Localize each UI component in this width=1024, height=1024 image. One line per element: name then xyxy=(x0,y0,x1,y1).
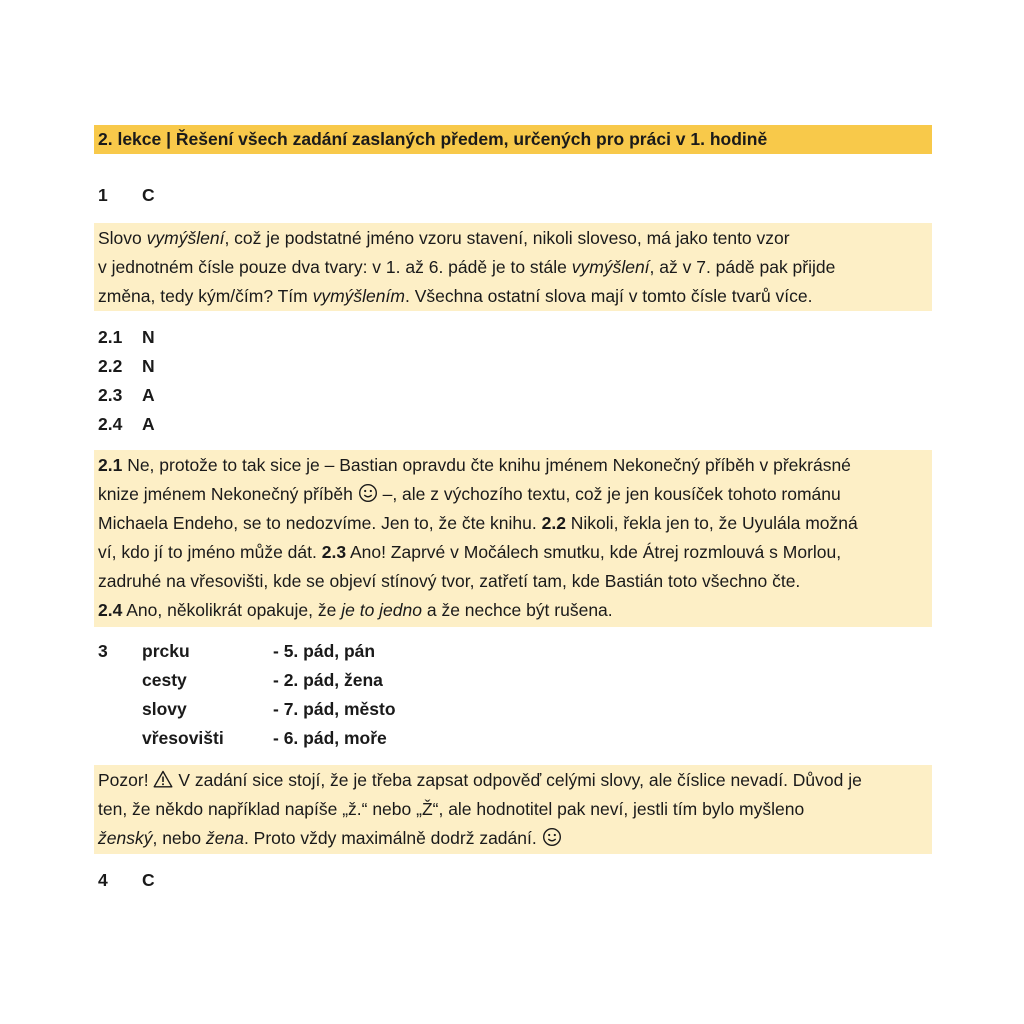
question-number: 2.3 xyxy=(98,385,123,405)
answer-row-2-1 xyxy=(98,323,155,352)
answer-row-4 xyxy=(98,866,155,895)
warning-icon xyxy=(153,770,173,788)
answer-row-1 xyxy=(98,181,155,210)
explanation-line: ten, že někdo například napíše „ž.“ nebo „Ž“, ale hodnotitel pak neví, jestli tím bylo myšleno xyxy=(98,799,805,819)
explanation-box-1 xyxy=(94,223,932,311)
lesson-title-bar xyxy=(94,125,932,154)
explanation-line: Slovo vymýšlení, což je podstatné jméno vzoru stavení, nikoli sloveso, má jako tento vzor xyxy=(98,228,790,248)
smiley-icon xyxy=(542,827,562,847)
answer-row-3-3 xyxy=(98,695,396,724)
answer-value: A xyxy=(142,414,155,434)
question-number: 3 xyxy=(98,641,108,661)
answer-row-2-2 xyxy=(98,352,155,381)
case-form: - 6. pád, moře xyxy=(273,728,387,748)
case-form: - 5. pád, pán xyxy=(273,641,376,661)
explanation-line: ví, kdo jí to jméno může dát. 2.3 Ano! Zaprvé v Močálech smutku, kde Átrej rozmlouvá s Morlou, xyxy=(98,542,842,562)
answer-row-3 xyxy=(98,637,375,666)
explanation-line: zadruhé na vřesovišti, kde se objeví stínový tvor, zatřetí tam, kde Bastián toto všechno čte. xyxy=(98,571,801,591)
question-number: 4 xyxy=(98,870,108,890)
explanation-line: ženský, nebo žena. Proto vždy maximálně dodrž zadání. xyxy=(98,824,928,853)
question-number: 2.2 xyxy=(98,356,123,376)
explanation-line: v jednotném čísle pouze dva tvary: v 1. až 6. pádě je to stále vymýšlení, až v 7. pádě pak přijde xyxy=(98,257,836,277)
question-number: 1 xyxy=(98,185,108,205)
question-number: 2.1 xyxy=(98,327,123,347)
answer-value: N xyxy=(142,327,155,347)
answer-row-2-4 xyxy=(98,410,155,439)
lesson-title: 2. lekce | Řešení všech zadání zaslaných předem, určených pro práci v 1. hodině xyxy=(98,129,768,149)
explanation-line: Michaela Endeho, se to nedozvíme. Jen to, že čte knihu. 2.2 Nikoli, řekla jen to, že Uyulála možná xyxy=(98,513,858,533)
explanation-line: knize jménem Nekonečný příběh –, ale z výchozího textu, což je jen kousíček tohoto románu xyxy=(98,484,841,504)
word: prcku xyxy=(142,641,190,661)
answer-row-3-4 xyxy=(98,724,387,753)
word: cesty xyxy=(142,670,187,690)
question-number: 2.4 xyxy=(98,414,123,434)
answer-value: C xyxy=(142,185,155,205)
word: vřesovišti xyxy=(142,728,224,748)
explanation-line: změna, tedy kým/čím? Tím vymýšlením. Všechna ostatní slova mají v tomto čísle tvarů více. xyxy=(98,286,813,306)
case-form: - 2. pád, žena xyxy=(273,670,383,690)
smiley-icon xyxy=(358,483,378,503)
answer-row-3-2 xyxy=(98,666,383,695)
explanation-box-2 xyxy=(94,450,932,627)
answer-value: A xyxy=(142,385,155,405)
explanation-box-3 xyxy=(94,765,932,854)
case-form: - 7. pád, město xyxy=(273,699,396,719)
answer-value: C xyxy=(142,870,155,890)
explanation-line: Pozor! V zadání sice stojí, že je třeba zapsat odpověď celými slovy, ale číslice nevadí. Důvod je xyxy=(98,770,862,790)
answer-row-2-3 xyxy=(98,381,155,410)
word: slovy xyxy=(142,699,187,719)
explanation-line: 2.1 Ne, protože to tak sice je – Bastian opravdu čte knihu jménem Nekonečný příběh v překrásné xyxy=(98,455,851,475)
answer-value: N xyxy=(142,356,155,376)
explanation-line: 2.4 Ano, několikrát opakuje, že je to jedno a že nechce být rušena. xyxy=(98,600,613,620)
